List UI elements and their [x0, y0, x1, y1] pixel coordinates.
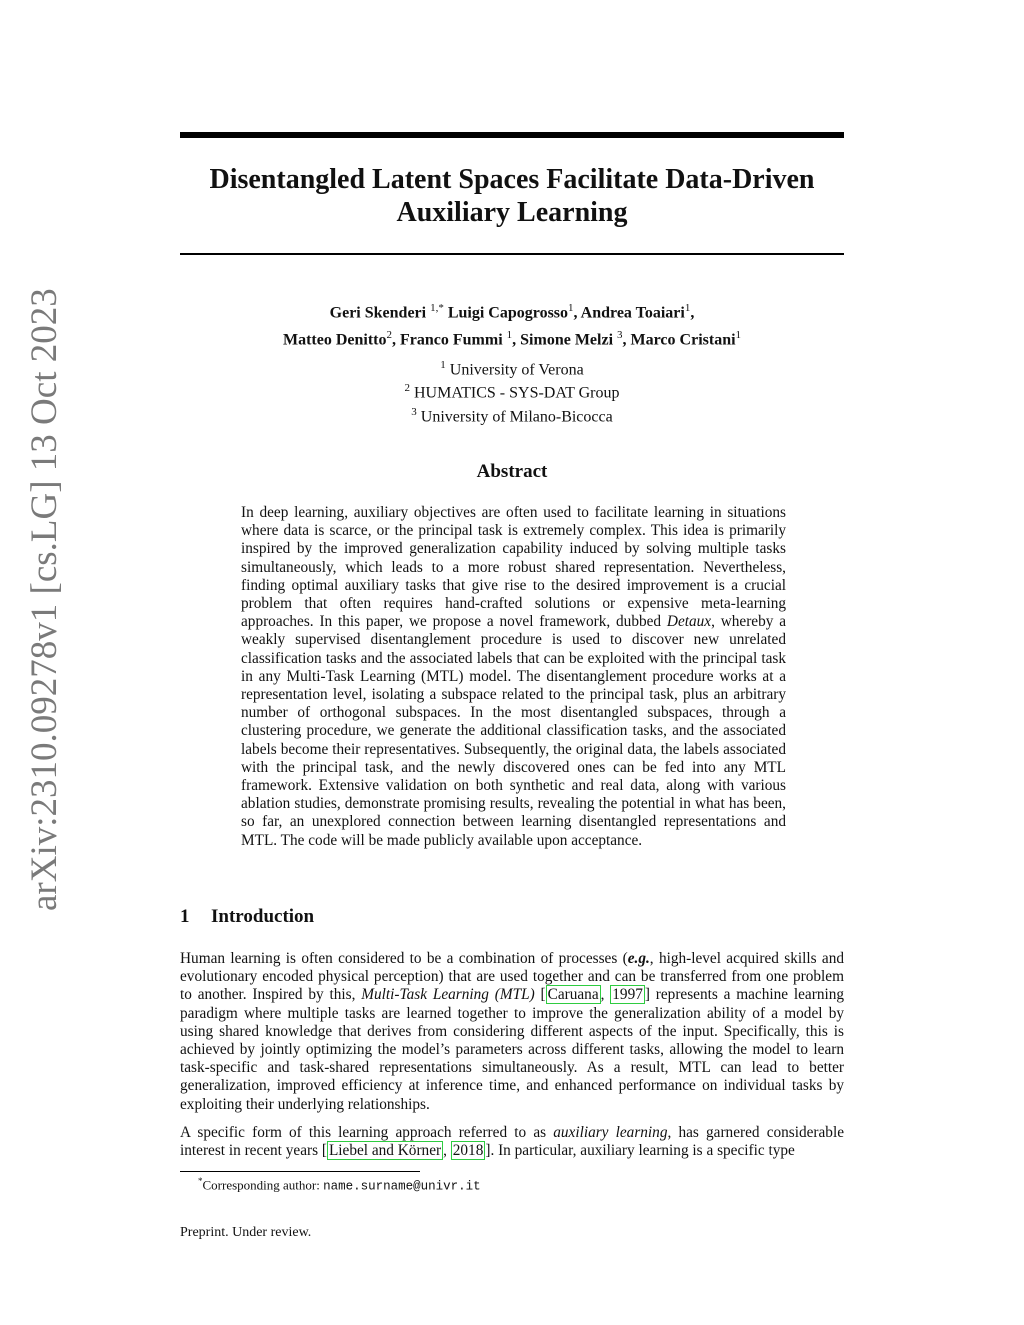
section-heading — [180, 906, 314, 928]
author-affil-mark: 1 — [506, 329, 513, 342]
abstract-text — [241, 504, 786, 850]
affiliation-name: University of Verona — [449, 361, 584, 379]
citation-link[interactable]: 2018 — [452, 1142, 484, 1160]
text: ] represents a machine learning paradigm where multiple tasks are learned together to improve the generalization ability of a model by using shared knowledge that derives from considering different aspects of the input. Specifically, this is achieved by jointly optimizing the model’s parameters across different tasks, allowing the model to learn task-specific and task-shared representations simultaneously. As a result, MTL can lead to better generalization, improved efficiency at inference time, and enhanced performance on individual tasks by exploiting their underlying relationships. — [180, 986, 845, 1113]
affiliation-mark: 3 — [411, 405, 417, 418]
text: A specific form of this learning approach referred to as — [180, 1124, 554, 1141]
footnote-mark: * — [198, 1176, 203, 1186]
footnote-rule — [180, 1171, 420, 1172]
abstract-heading: Abstract — [476, 461, 548, 482]
intro-paragraph-2 — [180, 1124, 844, 1160]
text: , — [600, 986, 611, 1004]
text: , — [443, 1142, 451, 1160]
preprint-note: Preprint. Under review. — [180, 1225, 312, 1240]
text: , has garnered considerable interest in recent years [ — [180, 1124, 844, 1160]
section-title: Introduction — [211, 906, 315, 927]
text: , high-level acquired skills and evolutionary encoded physical perception) that are used together and can be transferred from one problem to another. Inspired by this, — [180, 950, 844, 1004]
author-affil-mark: 2 — [386, 329, 392, 342]
author-name: Luigi Capogrosso — [447, 304, 569, 322]
citation-link[interactable]: Caruana — [547, 986, 599, 1004]
text-emphasis: auxiliary learning — [553, 1124, 668, 1141]
author-list: Geri Skenderi $^{1,*}$ Luigi Capogrosso$^1$, Andrea Toaiari$^1$, Matteo Denitto$^2$, Franco Fummi $^1$, Simone Melzi $^3$, Marco Cristani$^1$ — [282, 302, 742, 349]
text: ]. In particular, auxiliary learning is a specific type — [485, 1142, 795, 1160]
affiliation-list — [180, 356, 844, 426]
text-emphasis: e.g. — [627, 950, 650, 967]
title-bottom-rule — [180, 253, 844, 255]
text: Human learning is often considered to be a combination of processes ( — [180, 950, 628, 967]
author-name: Marco Cristani — [630, 331, 736, 349]
citation-link[interactable]: Liebel and Körner — [328, 1142, 442, 1160]
section-number: 1 — [180, 906, 190, 927]
author-name: Simone Melzi — [520, 331, 614, 349]
paper-title: Disentangled Latent Spaces Facilitate Data-Driven Auxiliary Learning — [209, 164, 815, 228]
affiliation — [180, 356, 844, 379]
abstract-text-part: , whereby a weakly supervised disentanglement procedure is used to discover new unrelated classification tasks and the associated labels that can be exploited with the principal task in any Multi-Task Learning (MTL) model. The disentanglement procedure works at a representation level, isolating a subspace related to the principal task, plus an arbitrary number of orthogonal subspaces. In the most disentangled subspaces, through a clustering procedure, we generate the additional classification tasks, and the associated labels become their representatives. Subsequently, the original data, the labels associated with the principal task, and the newly discovered ones can be fed into any MTL framework. Extensive validation on both synthetic and real data, along with various ablation studies, demonstrate promising results, revealing the potential in what has been, so far, an unexplored connection between learning disentangled representations and MTL. The code will be made publicly available upon acceptance. — [241, 613, 787, 849]
author-name: Franco Fummi — [399, 331, 503, 349]
citation-link[interactable]: 1997 — [612, 986, 643, 1004]
author-affil-mark: 3 — [617, 329, 623, 342]
affiliation-mark: 2 — [404, 382, 410, 395]
author-name: Matteo Denitto — [282, 331, 387, 349]
author-affil-mark: 1,* — [430, 302, 444, 314]
affiliation-name: University of Milano-Bicocca — [420, 407, 613, 425]
affiliation — [180, 379, 844, 402]
intro-paragraph-1 — [180, 950, 844, 1114]
title-top-rule — [180, 132, 844, 138]
footnote-text: Corresponding author: — [202, 1177, 324, 1193]
author-name: Geri Skenderi — [329, 304, 427, 322]
text: [ — [534, 986, 546, 1004]
text-emphasis: Multi-Task Learning (MTL) — [361, 986, 535, 1004]
affiliation — [180, 403, 844, 426]
affiliation-name: HUMATICS - SYS-DAT Group — [414, 384, 620, 402]
arxiv-stamp: arXiv:2310.09278v1 [cs.LG] 13 Oct 2023 — [24, 288, 65, 911]
footnote — [198, 1176, 481, 1193]
author-affil-mark: 1 — [568, 302, 574, 314]
abstract-text-part: In deep learning, auxiliary objectives are often used to facilitate learning in situations where data is scarce, or the principal task is extremely complex. This idea is primarily inspired by the improved generalization capability induced by solving multiple tasks simultaneously, which leads to a more robust shared representation. Nevertheless, finding optimal auxiliary tasks that give rise to the desired improvement is a crucial problem that often requires hand-crafted solutions or expensive meta-learning approaches. In this paper, we propose a novel framework, dubbed — [241, 504, 786, 631]
affiliation-mark: 1 — [440, 359, 446, 371]
author-name: Andrea Toaiari — [580, 304, 685, 322]
author-affil-mark: 1 — [684, 302, 691, 314]
footnote-email[interactable]: name.surname@univr.it — [323, 1179, 481, 1194]
framework-name: Detaux — [666, 613, 712, 631]
author-affil-mark: 1 — [735, 329, 742, 342]
